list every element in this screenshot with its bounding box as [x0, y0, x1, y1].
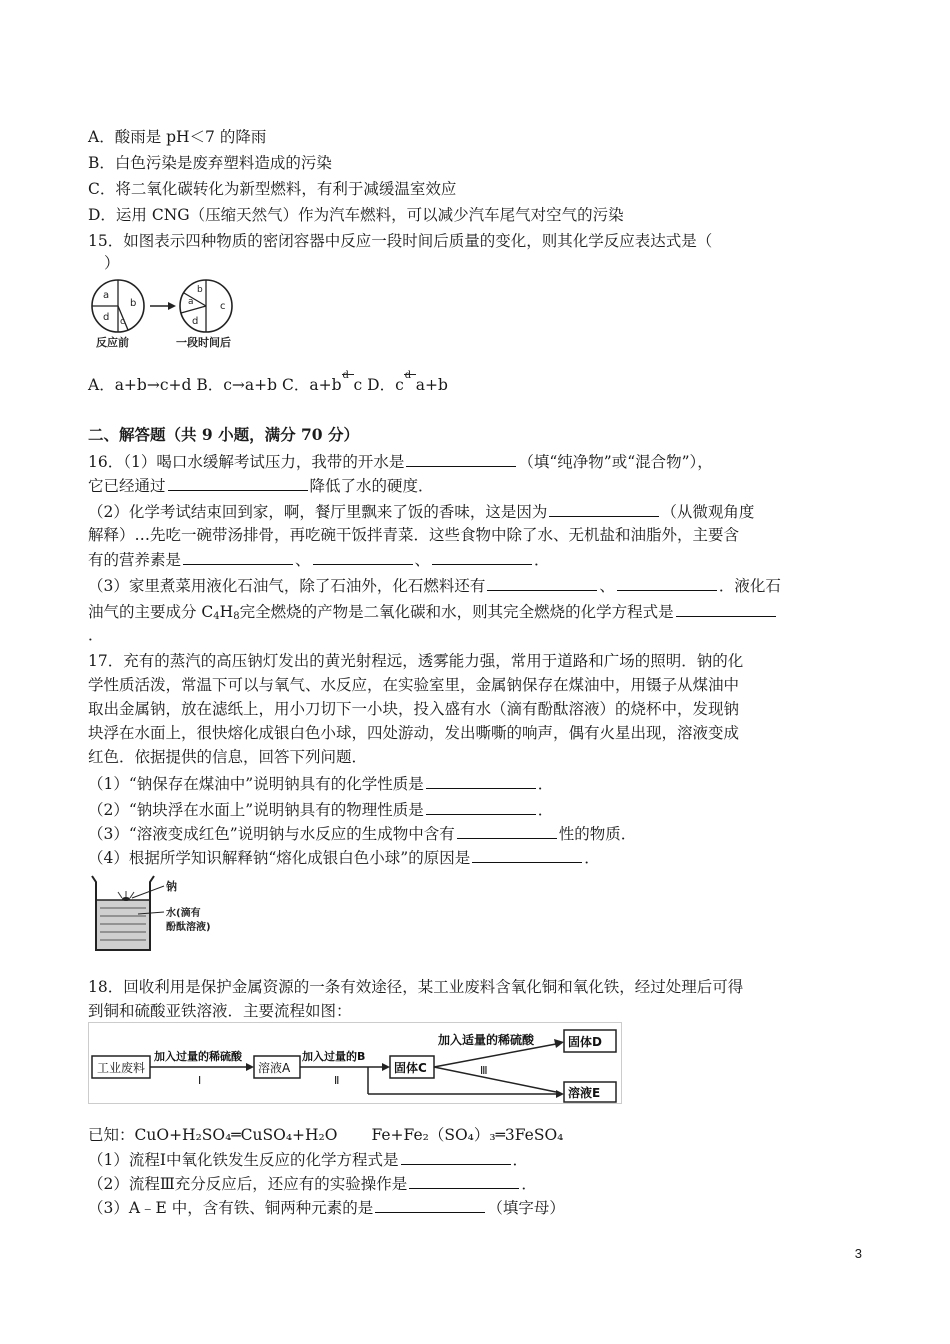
- q16-line7: 油气的主要成分 $C_4H_8$完全燃烧的产物是二氧化碳和水，则其完全燃烧的化学方程式是: [88, 600, 778, 628]
- pie-before-label-a: a: [103, 290, 110, 301]
- q18-sub2: （2）流程Ⅲ充分反应后，还应有的实验操作是 ．: [88, 1172, 537, 1195]
- flow-box-solid-c: 固体C: [394, 1061, 427, 1075]
- answer-blank[interactable]: [487, 574, 597, 591]
- beaker-label-sodium: 钠: [166, 880, 177, 893]
- q18-sub1: （1）流程Ⅰ中氧化铁发生反应的化学方程式是 ．: [88, 1148, 528, 1171]
- flow-box-waste: 工业废料: [97, 1061, 146, 1075]
- flow-arrow2-label: 加入过量的B: [302, 1050, 366, 1063]
- q18-sub3: （3）A﹣E 中，含有铁、铜两种元素的是 （填字母）: [88, 1196, 565, 1219]
- answer-blank[interactable]: [406, 450, 516, 467]
- q17-sub4: （4）根据所学知识解释钠“熔化成银白色小球”的原因是 ．: [88, 846, 600, 869]
- section2-title: 二、解答题（共 9 小题，满分 70 分）: [88, 425, 359, 444]
- flow-box-solid-d: 固体D: [568, 1035, 602, 1049]
- q15-option-b: B．c→a+b: [196, 376, 278, 394]
- catalyst-label: d: [342, 370, 349, 381]
- q16-line2: 它已经通过 降低了水的硬度．: [88, 474, 434, 497]
- pie-before-label-d: d: [103, 312, 110, 323]
- q16-line8: ．: [88, 626, 104, 644]
- flow-box-solution-a: 溶液A: [258, 1061, 291, 1075]
- q17-line2: 学性质活泼，常温下可以与氧气、水反应，在实验室里，金属钠保存在煤油中，用镊子从煤油中: [88, 676, 740, 694]
- q17-line5: 红色．依据提供的信息，回答下列问题．: [88, 748, 368, 766]
- pie-after-caption: 一段时间后: [176, 336, 231, 349]
- q14-option-a: A．酸雨是 pH＜7 的降雨: [88, 128, 267, 146]
- q18-flowchart: [88, 1022, 622, 1104]
- q14-option-c: C．将二氧化碳转化为新型燃料，有利于减缓温室效应: [88, 180, 457, 198]
- q16-line4: 解释）…先吃一碗带汤排骨，再吃碗干饭拌青菜．这些食物中除了水、无机盐和油脂外，主要含: [88, 526, 740, 544]
- q15-option-a: A．a+b→c+d: [88, 376, 192, 394]
- answer-blank[interactable]: [168, 474, 308, 491]
- q17-sub2: （2）“钠块浮在水面上”说明钠具有的物理性质是 ．: [88, 798, 553, 821]
- pie-after-label-d: d: [192, 316, 199, 327]
- answer-blank[interactable]: [183, 548, 293, 565]
- answer-blank[interactable]: [549, 500, 659, 517]
- q17-line1: 17．充有的蒸汽的高压钠灯发出的黄光射程远，透雾能力强，常用于道路和广场的照明．钠的化: [88, 652, 744, 670]
- q18-known: 已知：CuO+H₂SO₄═CuSO₄+H₂O Fe+Fe₂（SO₄）₃═3FeSO₄: [88, 1126, 564, 1144]
- pie-before-label-c: c: [120, 317, 125, 327]
- beaker-figure: [88, 872, 218, 956]
- flow-step2: Ⅱ: [334, 1074, 340, 1087]
- pie-after-label-c: c: [220, 301, 226, 312]
- answer-blank[interactable]: [375, 1196, 485, 1213]
- answer-blank[interactable]: [313, 548, 413, 565]
- q17-sub1: （1）“钠保存在煤油中”说明钠具有的化学性质是 ．: [88, 772, 553, 795]
- pie-after-label-b: b: [197, 285, 203, 295]
- q15-options: [88, 370, 448, 396]
- beaker-label-water: 水(滴有: [166, 908, 201, 919]
- flow-arrow3-label: 加入适量的稀硫酸: [438, 1033, 535, 1047]
- q18-line1: 18．回收利用是保护金属资源的一条有效途径，某工业废料含氧化铜和氧化铁，经过处理后可得: [88, 978, 744, 996]
- flow-step1: Ⅰ: [198, 1074, 202, 1087]
- pie-after-label-a: a: [188, 297, 194, 307]
- q15-option-d: D．c d a+b: [367, 376, 448, 394]
- answer-blank[interactable]: [409, 1172, 519, 1189]
- answer-blank[interactable]: [426, 798, 536, 815]
- q15-stem-close: ）: [104, 254, 120, 272]
- pie-before-label-b: b: [130, 298, 137, 309]
- q17-line3: 取出金属钠，放在滤纸上，用小刀切下一小块，投入盛有水（滴有酚酞溶液）的烧杯中，发现钠: [88, 700, 740, 718]
- q14-option-d: D．运用 CNG（压缩天然气）作为汽车燃料，可以减少汽车尾气对空气的污染: [88, 206, 624, 224]
- flow-arrow1-label: 加入过量的稀硫酸: [154, 1050, 242, 1063]
- answer-blank[interactable]: [426, 772, 536, 789]
- answer-blank[interactable]: [432, 548, 532, 565]
- q16-line1: 16．（1）喝口水缓解考试压力，我带的开水是 （填“纯净物”或“混合物”），: [88, 450, 713, 473]
- answer-blank[interactable]: [401, 1148, 511, 1165]
- catalyst-label: d: [404, 370, 412, 381]
- q16-line6: （3）家里煮菜用液化石油气，除了石油外，化石燃料还有 、 ．液化石: [88, 574, 781, 597]
- q18-line2: 到铜和硫酸亚铁溶液．主要流程如图：: [88, 1002, 352, 1020]
- flow-step3: Ⅲ: [480, 1064, 488, 1077]
- answer-blank[interactable]: [676, 600, 776, 617]
- flow-box-solution-e: 溶液E: [568, 1086, 601, 1100]
- beaker-label-phenolphthalein: 酚酞溶液): [166, 922, 211, 933]
- answer-blank[interactable]: [617, 574, 717, 591]
- q15-option-c: C．a+b d c: [282, 376, 362, 394]
- pie-before-caption: 反应前: [96, 336, 129, 349]
- q16-line5: 有的营养素是 、 、 ．: [88, 548, 550, 571]
- q14-option-b: B．白色污染是废弃塑料造成的污染: [88, 154, 332, 172]
- answer-blank[interactable]: [472, 846, 582, 863]
- q17-sub3: （3）“溶液变成红色”说明钠与水反应的生成物中含有 性的物质．: [88, 822, 636, 845]
- page-number: 3: [854, 1246, 862, 1261]
- q16-line3: （2）化学考试结束回到家，啊，餐厅里飘来了饭的香味，这是因为 （从微观角度: [88, 500, 754, 523]
- q15-pie-figure: [88, 276, 248, 350]
- q17-line4: 块浮在水面上，很快熔化成银白色小球，四处游动，发出嘶嘶的响声，偶有火星出现，溶液变成: [88, 724, 740, 742]
- answer-blank[interactable]: [457, 822, 557, 839]
- q15-stem: 15．如图表示四种物质的密闭容器中反应一段时间后质量的变化，则其化学反应表达式是（: [88, 232, 713, 250]
